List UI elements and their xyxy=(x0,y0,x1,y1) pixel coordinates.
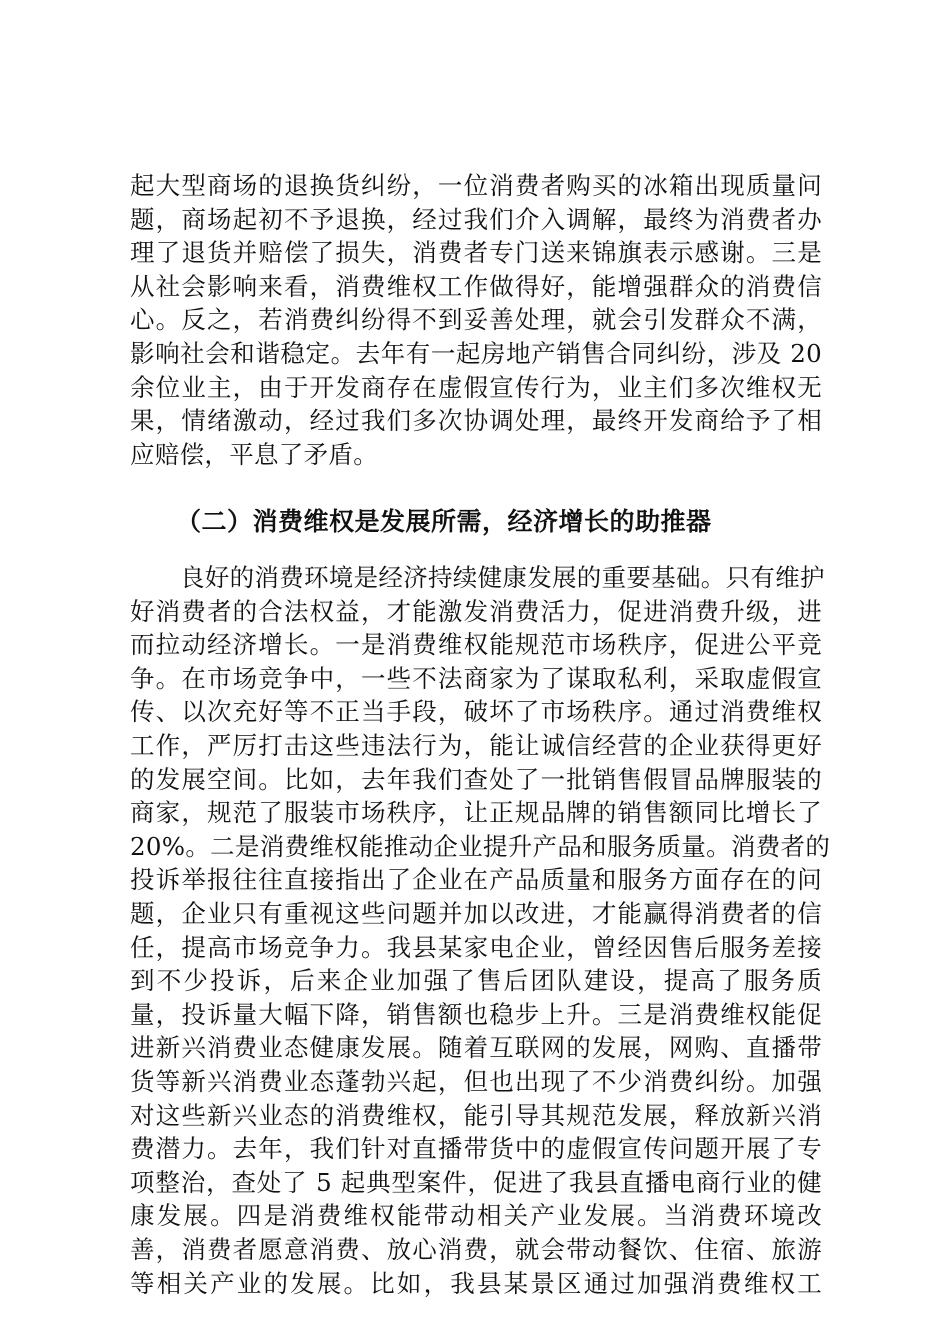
text-line: 项整治，查处了 5 起典型案件，促进了我县直播电商行业的健 xyxy=(130,1167,822,1197)
text-line: 任，提高市场竞争力。我县某家电企业，曾经因售后服务差接 xyxy=(130,932,822,962)
text-line: 工作，严厉打击这些违法行为，能让诚信经营的企业获得更好 xyxy=(130,731,822,760)
text-line: 的发展空间。比如，去年我们查处了一批销售假冒品牌服装的 xyxy=(130,764,822,794)
text-line: 起大型商场的退换货纠纷，一位消费者购买的冰箱出现质量问 xyxy=(130,171,822,200)
text-line: 题，企业只有重视这些问题并加以改进，才能赢得消费者的信 xyxy=(130,899,822,928)
text-line: 费潜力。去年，我们针对直播带货中的虚假宣传问题开展了专 xyxy=(130,1134,822,1164)
text-line: 果，情绪激动，经过我们多次协调处理，最终开发商给予了相 xyxy=(130,406,822,436)
text-line: 心。反之，若消费纠纷得不到妥善处理，就会引发群众不满， xyxy=(130,305,822,335)
text-line: 进新兴消费业态健康发展。随着互联网的发展，网购、直播带 xyxy=(130,1033,822,1063)
text-line: 影响社会和谐稳定。去年有一起房地产销售合同纠纷，涉及 20 xyxy=(130,339,822,368)
text-line: 20%。二是消费维权能推动企业提升产品和服务质量。消费者的 xyxy=(130,831,831,861)
text-line: 到不少投诉，后来企业加强了售后团队建设，提高了服务质 xyxy=(130,966,822,996)
text-line: 争。在市场竞争中，一些不法商家为了谋取私利，采取虚假宣 xyxy=(130,663,822,693)
text-line: 量，投诉量大幅下降，销售额也稳步上升。三是消费维权能促 xyxy=(130,999,822,1029)
text-line: 传、以次充好等不正当手段，破坏了市场秩序。通过消费维权 xyxy=(130,697,822,727)
text-line: 题，商场起初不予退换，经过我们介入调解，最终为消费者办 xyxy=(130,204,822,234)
text-line: 理了退货并赔偿了损失，消费者专门送来锦旗表示感谢。三是 xyxy=(130,238,822,268)
text-line: 投诉举报往往直接指出了企业在产品质量和服务方面存在的问 xyxy=(130,865,822,895)
text-line: 货等新兴消费业态蓬勃兴起，但也出现了不少消费纠纷。加强 xyxy=(130,1067,822,1096)
text-line: 善，消费者愿意消费、放心消费，就会带动餐饮、住宿、旅游 xyxy=(130,1235,822,1264)
text-line: 而拉动经济增长。一是消费维权能规范市场秩序，促进公平竞 xyxy=(130,630,822,660)
text-line: 商家，规范了服装市场秩序，让正规品牌的销售额同比增长了 xyxy=(130,798,822,828)
section-heading: （二）消费维权是发展所需，经济增长的助推器 xyxy=(176,507,712,536)
text-line: 余位业主，由于开发商存在虚假宣传行为，业主们多次维权无 xyxy=(130,372,822,402)
text-line: 对这些新兴业态的消费维权，能引导其规范发展，释放新兴消 xyxy=(130,1100,822,1130)
text-line: 好消费者的合法权益，才能激发消费活力，促进消费升级，进 xyxy=(130,596,822,626)
text-line: 应赔偿，平息了矛盾。 xyxy=(130,439,378,469)
text-line: 良好的消费环境是经济持续健康发展的重要基础。只有维护 xyxy=(180,563,825,592)
text-line: 等相关产业的发展。比如，我县某景区通过加强消费维权工 xyxy=(130,1268,822,1298)
text-line: 从社会影响来看，消费维权工作做得好，能增强群众的消费信 xyxy=(130,271,822,301)
text-line: 康发展。四是消费维权能带动相关产业发展。当消费环境改 xyxy=(130,1201,822,1231)
